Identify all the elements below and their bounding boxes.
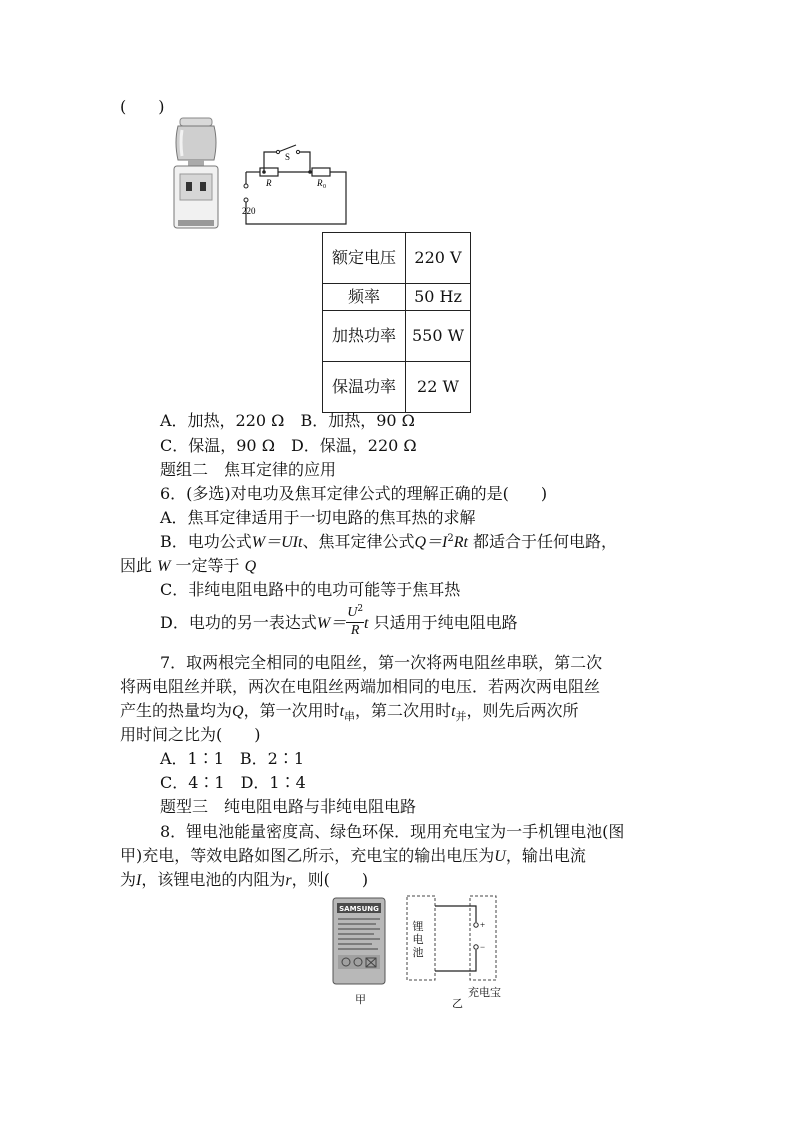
lithium-battery-label: 锂电池 [412,920,424,959]
q6-stem: 6．(多选)对电功及焦耳定律公式的理解正确的是( ) [160,484,548,503]
q6-option-c: C．非纯电阻电路中的电功可能等于焦耳热 [160,580,461,599]
table-row [323,311,471,362]
table-row [323,233,471,284]
q8-line3: 为I，该锂电池的内阻为r，则( ) [120,870,369,889]
powerbank-label: 充电宝 [468,986,501,999]
switch-label: S [285,152,291,162]
table-row [323,362,471,413]
resistor-r-label: R [266,178,272,188]
q7-options-line1: A．1∶1 B．2∶1 [160,749,305,768]
table-key: 加热功率 [323,311,406,362]
q7-line2: 将两电阻丝并联，两次在电阻丝两端加相同的电压．若两次两电阻丝 [120,677,601,696]
q7-line4: 用时间之比为( ) [120,725,261,744]
spec-table [322,232,471,413]
q5-options-line2: C．保温，90 Ω D．保温，220 Ω [160,436,417,455]
q6-option-b: B．电功公式W＝UIt、焦耳定律公式$Q=I^2Rt$ 都适合于任何电路， [160,532,618,551]
q8-line2: 甲)充电，等效电路如图乙所示，充电宝的输出电压为U，输出电流 [120,846,586,865]
table-value: 220 V [406,233,471,284]
q7-line3: 产生的热量均为Q，第一次用时$t_串$，第二次用时$t_并$，则先后两次所 [120,701,579,723]
table-value: 50 Hz [406,284,471,311]
table-row [323,284,471,311]
water-dispenser-image [168,116,224,232]
table-key: 额定电压 [323,233,406,284]
q7-line1: 7．取两根完全相同的电阻丝，第一次将两电阻丝串联，第二次 [160,653,603,672]
group2-heading: 题组二 焦耳定律的应用 [160,460,337,479]
battery-image [332,897,386,985]
figure-caption-jia: 甲 [355,993,366,1006]
q6-option-b-cont: 因此 W 一定等于 Q [120,556,257,575]
battery-brand: SAMSUNG [339,905,379,913]
resistor-r0-label: R [317,178,323,188]
table-key: 保温功率 [323,362,406,413]
resistor-r0-subscript: 0 [323,184,326,190]
table-value: 22 W [406,362,471,413]
q6-option-a: A．焦耳定律适用于一切电路的焦耳热的求解 [160,508,476,527]
fraction-u2-over-r: $\frac{U^2}{R}$ [347,604,364,638]
formula-q-i2rt: Q＝I [414,534,448,551]
voltage-label: 220 [242,206,256,216]
q5-options-line1: A．加热，220 Ω B．加热，90 Ω [160,411,415,430]
q7-options-line2: C．4∶1 D．1∶4 [160,773,306,792]
q8-line1: 8．锂电池能量密度高、绿色环保．现用充电宝为一手机锂电池(图 [160,822,625,841]
question-bracket: ( ) [120,97,165,116]
q6-option-d: D．电功的另一表达式W＝ $\frac{U^2}{R}$ t 只适用于纯电阻电路 [160,604,518,638]
table-key: 频率 [323,284,406,311]
plus-label: + [480,920,486,930]
group3-heading: 题型三 纯电阻电路与非纯电阻电路 [160,797,417,816]
dispenser-circuit-diagram [238,140,354,232]
minus-label: − [480,942,486,952]
formula-w-uit: W＝UIt [251,534,303,551]
table-value: 550 W [406,311,471,362]
figure-caption-yi: 乙 [452,997,463,1010]
